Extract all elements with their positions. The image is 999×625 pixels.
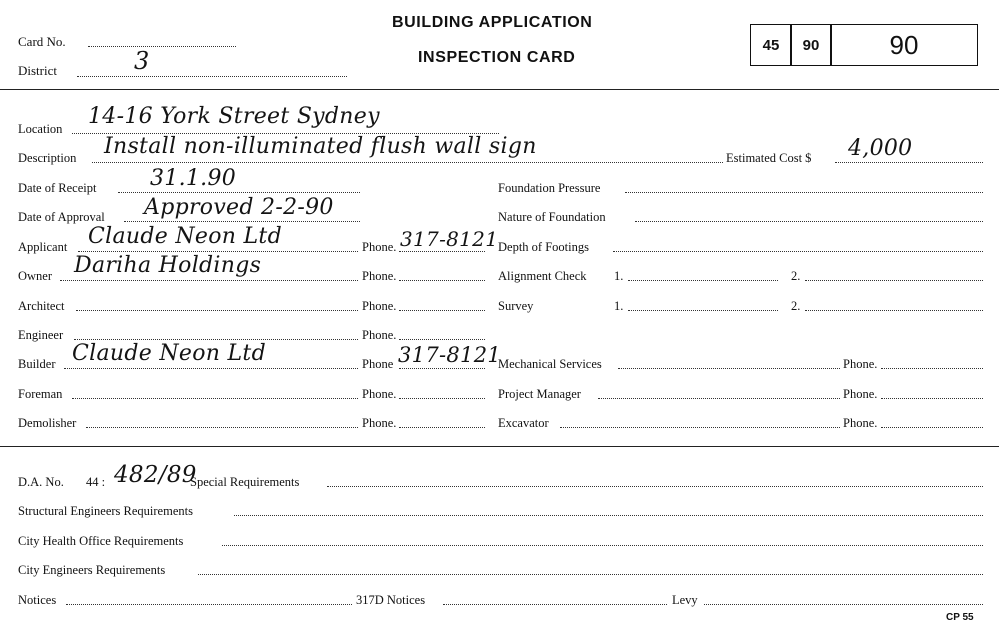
engineer-phone-field[interactable] [399,339,485,340]
alignment-check-field-2[interactable] [805,280,983,281]
mechanical-phone-label: Phone. [843,357,878,371]
foreman-phone-field[interactable] [399,398,485,399]
date-of-receipt-field[interactable] [118,192,360,193]
alignment-check-opt1-label: 1. [614,269,624,283]
mechanical-services-label: Mechanical Services [498,357,602,371]
foundation-pressure-field[interactable] [625,192,983,193]
applicant-field[interactable] [78,251,358,252]
demolisher-phone-label: Phone. [362,416,397,430]
structural-engineers-field[interactable] [234,515,983,516]
survey-label: Survey [498,299,534,313]
applicant-label: Applicant [18,240,68,254]
mechanical-phone-field[interactable] [881,368,983,369]
form-title-line2: INSPECTION CARD [418,49,576,66]
builder-phone-value: 317-8121 [398,343,502,367]
notices-label: Notices [18,593,57,607]
notices-317d-label: 317D Notices [356,593,426,607]
estimated-cost-label: Estimated Cost $ [726,151,812,165]
middle-divider [0,446,999,447]
form-title-line1: BUILDING APPLICATION [392,14,593,31]
location-label: Location [18,122,63,136]
alignment-check-opt2-label: 2. [791,269,801,283]
mechanical-services-field[interactable] [618,368,840,369]
da-no-value: 482/89 [114,462,197,488]
special-requirements-label: Special Requirements [190,475,300,489]
district-field[interactable] [77,76,347,77]
form-code: CP 55 [946,612,974,623]
excavator-phone-field[interactable] [881,427,983,428]
da-no-label: D.A. No. [18,475,64,489]
date-of-approval-value: Approved 2-2-90 [144,195,334,220]
nature-of-foundation-label: Nature of Foundation [498,210,606,224]
builder-phone-field[interactable] [399,368,485,369]
district-label: District [18,63,57,78]
levy-field[interactable] [704,604,983,605]
alignment-check-label: Alignment Check [498,269,587,283]
owner-value: Dariha Holdings [74,253,262,278]
project-manager-label: Project Manager [498,387,581,401]
nature-of-foundation-field[interactable] [635,221,983,222]
demolisher-field[interactable] [86,427,358,428]
applicant-phone-field[interactable] [399,251,485,252]
location-value: 14-16 York Street Sydney [88,104,380,129]
foreman-label: Foreman [18,387,63,401]
excavator-field[interactable] [560,427,840,428]
owner-phone-field[interactable] [399,280,485,281]
builder-field[interactable] [64,368,358,369]
district-value: 3 [134,47,150,75]
description-field[interactable] [92,162,723,163]
architect-label: Architect [18,299,65,313]
city-health-field[interactable] [222,545,983,546]
architect-phone-field[interactable] [399,310,485,311]
owner-label: Owner [18,269,53,283]
project-manager-phone-field[interactable] [881,398,983,399]
levy-label: Levy [672,593,698,607]
code-box-3: 90 [830,24,978,66]
notices-field[interactable] [66,604,352,605]
survey-opt2-label: 2. [791,299,801,313]
builder-phone-label: Phone [362,357,394,371]
structural-engineers-label: Structural Engineers Requirements [18,504,193,518]
builder-label: Builder [18,357,56,371]
applicant-phone-value: 317-8121 [400,227,499,251]
notices-317d-field[interactable] [443,604,667,605]
card-no-field[interactable] [88,46,236,47]
engineer-field[interactable] [74,339,358,340]
project-manager-field[interactable] [598,398,840,399]
estimated-cost-field[interactable] [835,162,983,163]
estimated-cost-value: 4,000 [848,136,913,161]
foreman-phone-label: Phone. [362,387,397,401]
engineer-label: Engineer [18,328,64,342]
city-engineers-field[interactable] [198,574,983,575]
survey-opt1-label: 1. [614,299,624,313]
builder-value: Claude Neon Ltd [72,341,266,366]
city-health-label: City Health Office Requirements [18,534,184,548]
excavator-label: Excavator [498,416,549,430]
survey-field-1[interactable] [628,310,778,311]
excavator-phone-label: Phone. [843,416,878,430]
owner-phone-label: Phone. [362,269,397,283]
description-label: Description [18,151,77,165]
date-of-approval-field[interactable] [124,221,360,222]
depth-of-footings-field[interactable] [613,251,983,252]
applicant-phone-label: Phone. [362,240,397,254]
da-no-prefix: 44 : [86,475,106,489]
code-box-2: 90 [790,24,832,66]
depth-of-footings-label: Depth of Footings [498,240,589,254]
applicant-value: Claude Neon Ltd [88,224,282,249]
header-divider [0,89,999,90]
date-of-receipt-label: Date of Receipt [18,181,97,195]
date-of-receipt-value: 31.1.90 [150,166,237,191]
card-no-label: Card No. [18,34,66,49]
description-value: Install non-illuminated flush wall sign [104,134,537,159]
foreman-field[interactable] [72,398,358,399]
alignment-check-field-1[interactable] [628,280,778,281]
special-requirements-field[interactable] [327,486,983,487]
city-engineers-label: City Engineers Requirements [18,563,166,577]
date-of-approval-label: Date of Approval [18,210,105,224]
engineer-phone-label: Phone. [362,328,397,342]
architect-field[interactable] [76,310,358,311]
code-box-1: 45 [750,24,792,66]
project-manager-phone-label: Phone. [843,387,878,401]
foundation-pressure-label: Foundation Pressure [498,181,601,195]
owner-field[interactable] [60,280,358,281]
survey-field-2[interactable] [805,310,983,311]
architect-phone-label: Phone. [362,299,397,313]
demolisher-label: Demolisher [18,416,77,430]
demolisher-phone-field[interactable] [399,427,485,428]
